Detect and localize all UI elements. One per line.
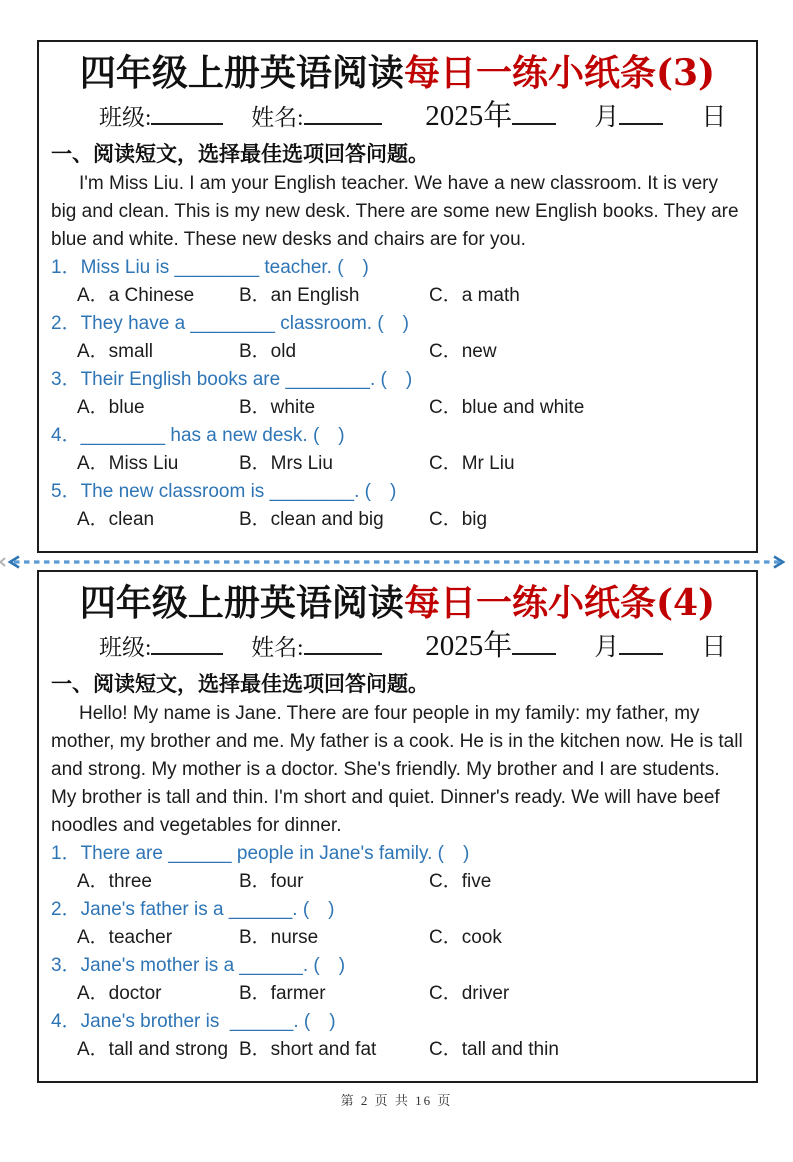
dashed-arrow-icon bbox=[0, 554, 793, 570]
option-a: A．Miss Liu bbox=[77, 453, 179, 474]
option-a: A．small bbox=[77, 341, 154, 362]
option-b: B．nurse bbox=[239, 927, 319, 948]
option-a: A．doctor bbox=[77, 983, 162, 1004]
month-label: 月 bbox=[594, 634, 620, 661]
option-a: A．clean bbox=[77, 509, 155, 530]
question-3: 3．Jane's mother is a ______. ( ) bbox=[51, 955, 346, 976]
option-c: C．new bbox=[429, 341, 497, 362]
month-blank bbox=[512, 631, 556, 655]
day-label: 日 bbox=[701, 104, 727, 131]
day-blank bbox=[619, 631, 663, 655]
option-c: C．big bbox=[429, 509, 488, 530]
option-c: C．five bbox=[429, 871, 492, 892]
option-a: A．three bbox=[77, 871, 152, 892]
option-b: B．Mrs Liu bbox=[239, 453, 333, 474]
year-label: 2025年 bbox=[425, 630, 513, 662]
worksheet-page bbox=[0, 40, 793, 1162]
student-info-line bbox=[51, 628, 744, 666]
title-red-part: 每日一练小纸条(3) bbox=[403, 52, 716, 94]
option-b: B．white bbox=[239, 397, 316, 418]
question-2: 2．Jane's father is a ______. ( ) bbox=[51, 899, 335, 920]
option-c: C．Mr Liu bbox=[429, 453, 515, 474]
option-c: C．driver bbox=[429, 983, 510, 1004]
reading-passage: I'm Miss Liu. I am your English teacher. We have a new classroom. It is very big and clean. This is my new desk. There are some new English books. They are blue and white. These new desks and chairs are for you. bbox=[51, 173, 739, 250]
option-b: B．an English bbox=[239, 285, 360, 306]
year-label: 2025年 bbox=[425, 100, 513, 132]
option-row-2 bbox=[51, 338, 744, 366]
option-row-2 bbox=[51, 924, 744, 952]
question-1: 1．Miss Liu is ________ teacher. ( ) bbox=[51, 257, 369, 278]
class-blank bbox=[151, 631, 223, 655]
day-label: 日 bbox=[701, 634, 727, 661]
option-b: B．clean and big bbox=[239, 509, 384, 530]
option-a: A．a Chinese bbox=[77, 285, 195, 306]
name-blank bbox=[304, 101, 382, 125]
student-info-line bbox=[51, 98, 744, 136]
option-row-5 bbox=[51, 506, 744, 534]
class-blank bbox=[151, 101, 223, 125]
title-black-part: 四年级上册英语阅读 bbox=[79, 52, 404, 94]
section-instruction: 一、阅读短文，选择最佳选项回答问题。 bbox=[51, 143, 429, 166]
page-number-footer: 第 2 页 共 16 页 bbox=[340, 1093, 453, 1108]
day-blank bbox=[619, 101, 663, 125]
title-black-part: 四年级上册英语阅读 bbox=[79, 582, 404, 624]
cut-line-divider bbox=[0, 553, 793, 570]
name-blank bbox=[304, 631, 382, 655]
option-row-4 bbox=[51, 450, 744, 478]
question-4: 4．Jane's brother is ______. ( ) bbox=[51, 1011, 336, 1032]
question-3: 3．Their English books are ________. ( ) bbox=[51, 369, 413, 390]
question-4: 4．________ has a new desk. ( ) bbox=[51, 425, 345, 446]
option-row-3 bbox=[51, 394, 744, 422]
worksheet-title bbox=[51, 578, 744, 628]
option-row-3 bbox=[51, 980, 744, 1008]
title-red-part: 每日一练小纸条(4) bbox=[403, 582, 716, 624]
option-c: C．cook bbox=[429, 927, 502, 948]
option-row-4 bbox=[51, 1036, 744, 1064]
option-b: B．old bbox=[239, 341, 297, 362]
option-a: A．tall and strong bbox=[77, 1039, 229, 1060]
worksheet-card-4 bbox=[37, 570, 758, 1083]
option-c: C．tall and thin bbox=[429, 1039, 559, 1060]
question-2: 2．They have a ________ classroom. ( ) bbox=[51, 313, 410, 334]
option-a: A．blue bbox=[77, 397, 145, 418]
month-label: 月 bbox=[594, 104, 620, 131]
question-1: 1．There are ______ people in Jane's family. ( ) bbox=[51, 843, 470, 864]
option-row-1 bbox=[51, 282, 744, 310]
question-5: 5．The new classroom is ________. ( ) bbox=[51, 481, 397, 502]
option-row-1 bbox=[51, 868, 744, 896]
option-b: B．short and fat bbox=[239, 1039, 377, 1060]
option-b: B．farmer bbox=[239, 983, 326, 1004]
name-label: 姓名: bbox=[251, 105, 304, 130]
option-c: C．a math bbox=[429, 285, 520, 306]
worksheet-card-3 bbox=[37, 40, 758, 553]
worksheet-title bbox=[51, 48, 744, 98]
section-instruction: 一、阅读短文，选择最佳选项回答问题。 bbox=[51, 673, 429, 696]
name-label: 姓名: bbox=[251, 635, 304, 660]
class-label: 班级: bbox=[99, 635, 152, 660]
month-blank bbox=[512, 101, 556, 125]
option-a: A．teacher bbox=[77, 927, 173, 948]
option-c: C．blue and white bbox=[429, 397, 585, 418]
option-b: B．four bbox=[239, 871, 304, 892]
reading-passage: Hello! My name is Jane. There are four people in my family: my father, my mother, my brother and me. My father is a cook. He is in the kitchen now. He is tall and strong. My mother is a doctor. She's friendly. My brother and I are students. My brother is tall and thin. I'm short and quiet. Dinner's ready. We will have beef noodles and vegetables for dinner. bbox=[51, 703, 743, 836]
class-label: 班级: bbox=[99, 105, 152, 130]
